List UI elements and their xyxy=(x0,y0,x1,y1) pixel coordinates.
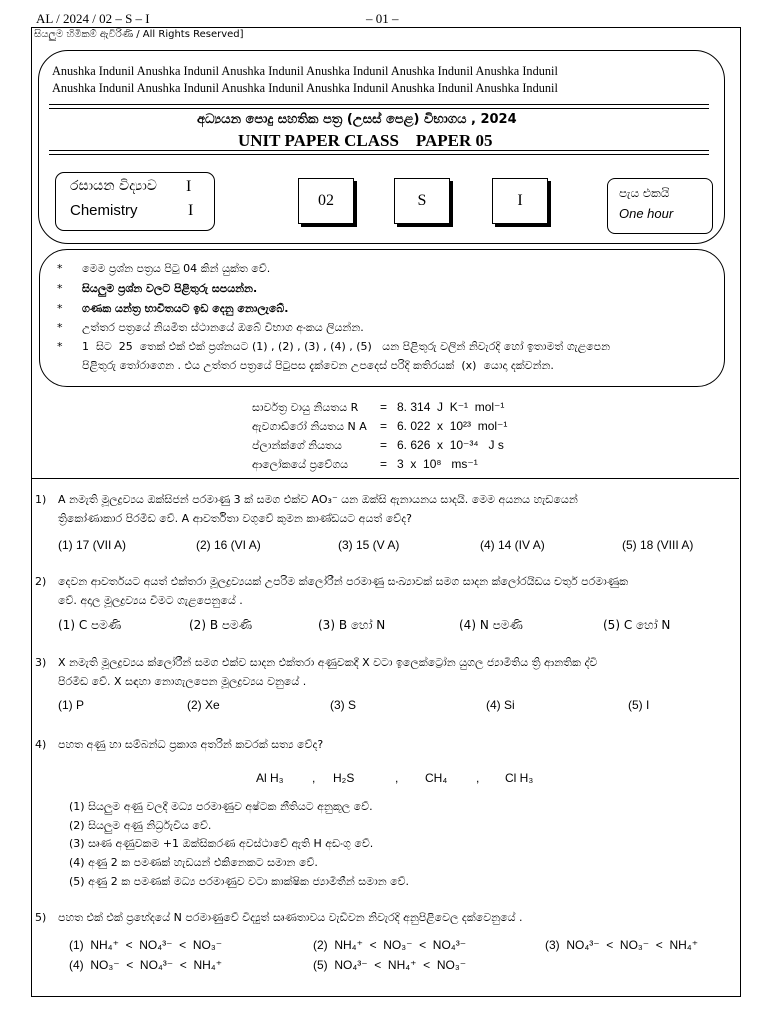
option[interactable]: (1) සියලුම අණු වලදී මධ්‍ය පරමාණුව අෂ්ටක නීතියට අනුකූල වේ. xyxy=(69,800,373,813)
option[interactable]: (4) Si xyxy=(486,698,515,712)
divider xyxy=(49,104,709,105)
molecule: Cl H₃ xyxy=(505,771,534,785)
question-4-text: පහත අණු හා සම්බන්ධ ප්‍රකාශ අතරින් කවරක් සත්‍ය වේද? xyxy=(58,738,324,751)
subject-code-1: I xyxy=(186,178,192,195)
constant-name: ඇවගාඩ්රෝ නියතය N A xyxy=(252,420,367,433)
bullet: * xyxy=(57,302,63,315)
constant-name: සාර්වත්‍ර වායු නියතය R xyxy=(252,401,359,414)
instruction-1: මෙම ප්‍රශ්න පත්‍රය පිටු 04 කින් යුක්ත වේ. xyxy=(82,262,271,275)
question-3-text: X නමැති මූලද්‍රව්‍යය ක්ලෝරීන් සමග එක්ව සාදන එක්තරා අණුවකදී X වටා ඉලෙක්ට්‍රෝන යුගල ජ්‍යාමිතිය ත්‍රි ආනතික ද්වි xyxy=(58,656,598,669)
question-2-text-2: වේ. අදාල මූලද්‍රව්‍යය විමට ගැළපෙනුයේ . xyxy=(58,594,243,607)
option[interactable]: (1) NH₄⁺ < NO₄³⁻ < NO₃⁻ xyxy=(69,938,223,952)
exam-title-english: UNIT PAPER CLASS PAPER 05 xyxy=(238,131,493,150)
option[interactable]: (3) B හෝ N xyxy=(318,618,386,632)
separator xyxy=(31,478,739,479)
subject-code-2: I xyxy=(188,202,194,219)
constant-value: = 6. 022 x 10²³ mol⁻¹ xyxy=(380,419,508,433)
paper-code: AL / 2024 / 02 – S – I xyxy=(36,11,150,26)
question-number: 2) xyxy=(35,575,47,588)
molecule: CH₄ xyxy=(425,771,448,785)
option[interactable]: (5) NO₄³⁻ < NH₄⁺ < NO₃⁻ xyxy=(313,958,467,972)
subject-english: Chemistry xyxy=(70,202,138,219)
option[interactable]: (3) S xyxy=(330,698,357,712)
option[interactable]: (2) සියලුම අණු නිර්ධ්‍රැවීය වේ. xyxy=(69,819,212,832)
code-box-3 xyxy=(492,178,548,224)
option[interactable]: (4) NO₃⁻ < NO₄³⁻ < NH₄⁺ xyxy=(69,958,223,972)
separator-comma: , xyxy=(395,771,399,785)
option[interactable]: (1) C පමණි xyxy=(58,618,122,632)
option[interactable]: (5) 18 (VIII A) xyxy=(622,538,694,552)
separator-comma: , xyxy=(476,771,480,785)
question-1-text: A නමැති මූලද්‍රව්‍යය ඔක්සිජන් පරමාණු 3 ක් සමග එක්ව AO₃⁻ යන ඔක්සි ඇනායනය සාදයි. මෙම අයනය හැඩයෙන් xyxy=(58,493,578,506)
molecule: H₂S xyxy=(333,771,355,785)
code-value: S xyxy=(417,192,427,209)
constant-value: = 8. 314 J K⁻¹ mol⁻¹ xyxy=(380,400,505,414)
watermark-line-2: Anushka Indunil Anushka Indunil Anushka Indunil Anushka Indunil Anushka Indunil Anushka Indunil xyxy=(52,81,558,95)
question-2-text: දෙවන ආවර්තයට අයත් එක්තරා මූලද්‍රව්‍යයක් උපරිම ක්ලෝරීන් පරමාණු සංඛ්‍යාවක් සමග සාදන ක්ලෝරයිඩය චතුර් පරමාණුක xyxy=(58,575,629,588)
subject-sinhala: රසායන විද්‍යාව xyxy=(70,178,157,194)
page-number: – 01 – xyxy=(366,11,399,26)
option[interactable]: (4) අණු 2 ක පමණක් හැඩයන් එකිනෙකට සමාන වේ. xyxy=(69,856,318,869)
divider xyxy=(49,108,709,109)
option[interactable]: (4) 14 (IV A) xyxy=(480,538,545,552)
code-box-2 xyxy=(394,178,450,224)
question-5-text: පහත එක් එක් ප්‍රභේදයේ N පරමාණුවේ විද්‍යුත් සෘණතාවය වැඩිවන නිවැරදි අනුපිළිවෙල දක්වෙනුයේ . xyxy=(58,911,523,924)
code-box-1 xyxy=(298,178,354,224)
instruction-6: පිළිතුරු තෝරාගෙන . එය උත්තර පත්‍රයේ පිටුපස දැක්වෙන උපදෙස් පරිදි කතිරයක් (x) යොදා දක්වන්න. xyxy=(82,359,554,372)
option[interactable]: (2) NH₄⁺ < NO₃⁻ < NO₄³⁻ xyxy=(313,938,467,952)
option[interactable]: (5) අණු 2 ක පමණක් මධ්‍ය පරමාණුව වටා කාක්ෂික ජ්‍යාමිතීන් සමාන වේ. xyxy=(69,875,410,888)
constant-value: = 6. 626 x 10⁻³⁴ J s xyxy=(380,438,504,452)
rights-reserved: සියලුම හිමිකම් ඇවිරිණි / All Rights Reserved] xyxy=(34,29,244,40)
constant-name: ආලෝකයේ ප්‍රවේගය xyxy=(252,458,349,471)
instruction-5: 1 සිට 25 තෙක් එක් එක් ප්‍රශ්නයට (1) , (2) , (3) , (4) , (5) යන පිළිතුරු වලින් නිවැරදි හෝ ඉතාමත් ගැළපෙන xyxy=(82,340,611,353)
option[interactable]: (2) 16 (VI A) xyxy=(196,538,261,552)
bullet: * xyxy=(57,262,63,275)
option[interactable]: (5) C හෝ N xyxy=(603,618,671,632)
instruction-2: සියලුම ප්‍රශ්න වලට පිළිතුරු සපයන්න. xyxy=(82,282,258,295)
question-3-text-2: පිරමිඩ වේ. X සඳහා නොගැලපෙන මූලද්‍රව්‍යය වනුයේ . xyxy=(58,675,307,688)
constant-name: ප්ලාන්ක්ගේ නියතය xyxy=(252,439,342,452)
option[interactable]: (3) 15 (V A) xyxy=(338,538,400,552)
option[interactable]: (4) N පමණි xyxy=(459,618,523,632)
option[interactable]: (2) Xe xyxy=(187,698,220,712)
code-value: I xyxy=(517,192,523,209)
question-number: 5) xyxy=(35,911,47,924)
separator-comma: , xyxy=(312,771,316,785)
instruction-4: උත්තර පත්‍රයේ නියමිත ස්ථානයේ ඔබේ විභාග අංකය ලියන්න. xyxy=(82,321,364,334)
instruction-3: ගණක යන්ත්‍ර භාවිතයට ඉඩ දෙනු නොලැබේ. xyxy=(82,302,289,315)
question-number: 4) xyxy=(35,738,47,751)
option[interactable]: (3) NO₄³⁻ < NO₃⁻ < NH₄⁺ xyxy=(545,938,699,952)
option[interactable]: (5) I xyxy=(628,698,650,712)
option[interactable]: (2) B පමණි xyxy=(189,618,253,632)
question-1-text-2: ත්‍රිකෝණාකාර පිරමිඩ වේ. A ආවර්තිතා වගුවේ කුමන කාණ්ඩයට අයත් වේද? xyxy=(58,512,412,525)
option[interactable]: (3) සෘණ අණුවකම +1 ඔක්සිකරණ අවස්ථාවේ ඇති H අඩංගු වේ. xyxy=(69,837,374,850)
bullet: * xyxy=(57,340,63,353)
question-number: 3) xyxy=(35,656,47,669)
divider xyxy=(49,154,709,155)
option[interactable]: (1) P xyxy=(58,698,85,712)
duration-english: One hour xyxy=(619,206,674,221)
duration-sinhala: පැය එකයි xyxy=(619,186,670,200)
code-value: 02 xyxy=(318,192,334,209)
watermark-line-1: Anushka Indunil Anushka Indunil Anushka Indunil Anushka Indunil Anushka Indunil Anushka Indunil xyxy=(52,64,558,78)
exam-title-sinhala: අධ්‍යයන පොදු සහතික පත්‍ර (උසස් පෙළ) විභාගය , 2024 xyxy=(197,112,517,127)
constant-value: = 3 x 10⁸ ms⁻¹ xyxy=(380,457,478,471)
question-number: 1) xyxy=(35,493,47,506)
bullet: * xyxy=(57,321,63,334)
molecule: Al H₃ xyxy=(256,771,284,785)
bullet: * xyxy=(57,282,63,295)
option[interactable]: (1) 17 (VII A) xyxy=(58,538,127,552)
